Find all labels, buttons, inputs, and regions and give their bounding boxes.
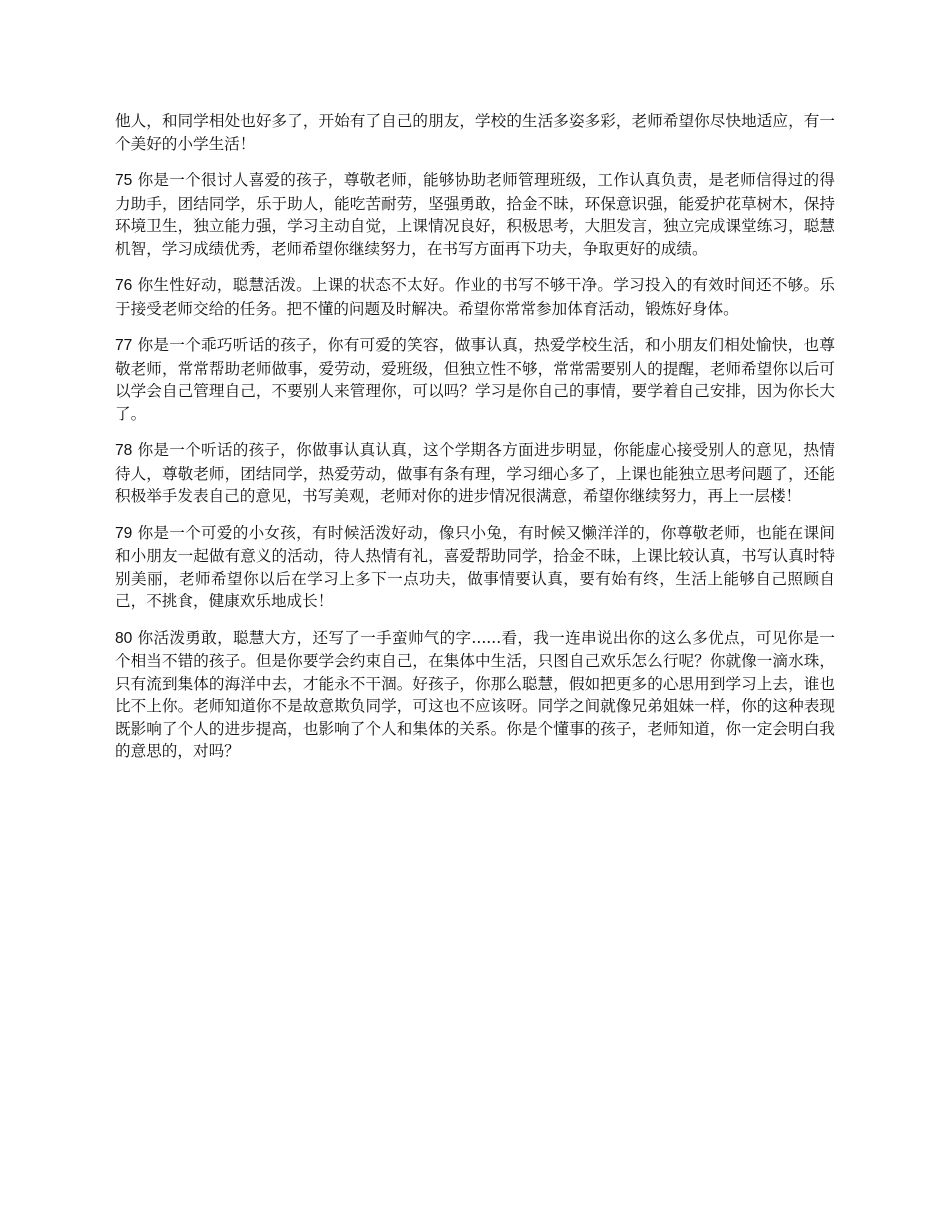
paragraph-78	[115, 439, 835, 508]
paragraph-77	[115, 334, 835, 425]
paragraph-number: 80	[115, 629, 133, 647]
paragraph-number: 78	[115, 442, 133, 459]
paragraph-text: 你是一个听话的孩子，你做事认真认真，这个学期各方面进步明显，你能虚心接受别人的意见，热情待人，尊敬老师，团结同学，热爱劳动，做事有条有理，学习细心多了，上课也能独立思考问题了，还能积极举手发表自己的意见，书写美观，老师对你的进步情况很满意，希望你继续努力，再上一层楼！	[115, 441, 835, 505]
paragraph-text: 你是一个很讨人喜爱的孩子，尊敬老师，能够协助老师管理班级，工作认真负责，是老师信得过的得力助手，团结同学，乐于助人，能吃苦耐劳，坚强勇敢，拾金不昧，环保意识强，能爱护花草树木，保持环境卫生，独立能力强，学习主动自觉，上课情况良好，积极思考，大胆发言，独立完成课堂练习，聪慧机智，学习成绩优秀，老师希望你继续努力，在书写方面再下功夫，争取更好的成绩。	[115, 171, 835, 258]
paragraph-79	[115, 522, 835, 613]
paragraph-text: 他人，和同学相处也好多了，开始有了自己的朋友，学校的生活多姿多彩，老师希望你尽快地适应，有一个美好的小学生活！	[115, 112, 835, 153]
paragraph-text: 你活泼勇敢，聪慧大方，还写了一手蛮帅气的字......看，我一连串说出你的这么多优点，可见你是一个相当不错的孩子。但是你要学会约束自己，在集体中生活，只图自己欢乐怎么行呢？你就像一滴水珠，只有流到集体的海洋中去，才能永不干涸。好孩子，你那么聪慧，假如把更多的心思用到学习上去，谁也比不上你。老师知道你不是故意欺负同学，可这也不应该呀。同学之间就像兄弟姐妹一样，你的这种表现既影响了个人的进步提高，也影响了个人和集体的关系。你是个懂事的孩子，老师知道，你一定会明白我的意思的，对吗？	[115, 628, 835, 760]
paragraph-75	[115, 169, 835, 260]
paragraph-number: 77	[115, 337, 133, 354]
paragraph-text: 你是一个乖巧听话的孩子，你有可爱的笑容，做事认真，热爱学校生活，和小朋友们相处愉快，也尊敬老师，常常帮助老师做事，爱劳动，爱班级，但独立性不够，常常需要别人的提醒，老师希望你以后可以学会自己管理自己，不要别人来管理你，可以吗？学习是你自己的事情，要学着自己安排，因为你长大了。	[115, 336, 835, 423]
paragraph-80	[115, 627, 835, 763]
paragraph-76	[115, 274, 835, 320]
paragraph-number: 76	[115, 277, 133, 294]
document-page	[115, 110, 835, 777]
paragraph-number: 75	[115, 172, 133, 189]
paragraph-text: 你是一个可爱的小女孩，有时候活泼好动，像只小兔，有时候又懒洋洋的，你尊敬老师，也能在课间和小朋友一起做有意义的活动，待人热情有礼，喜爱帮助同学，拾金不昧，上课比较认真，书写认真时特别美丽，老师希望你以后在学习上多下一点功夫，做事情要认真，要有始有终，生活上能够自己照顾自己，不挑食，健康欢乐地成长！	[115, 523, 835, 610]
paragraph-continued	[115, 110, 835, 155]
paragraph-number: 79	[115, 524, 133, 542]
paragraph-text: 你生性好动，聪慧活泼。上课的状态不太好。作业的书写不够干净。学习投入的有效时间还不够。乐于接受老师交给的任务。把不懂的问题及时解决。希望你常常参加体育活动，锻炼好身体。	[115, 276, 835, 318]
